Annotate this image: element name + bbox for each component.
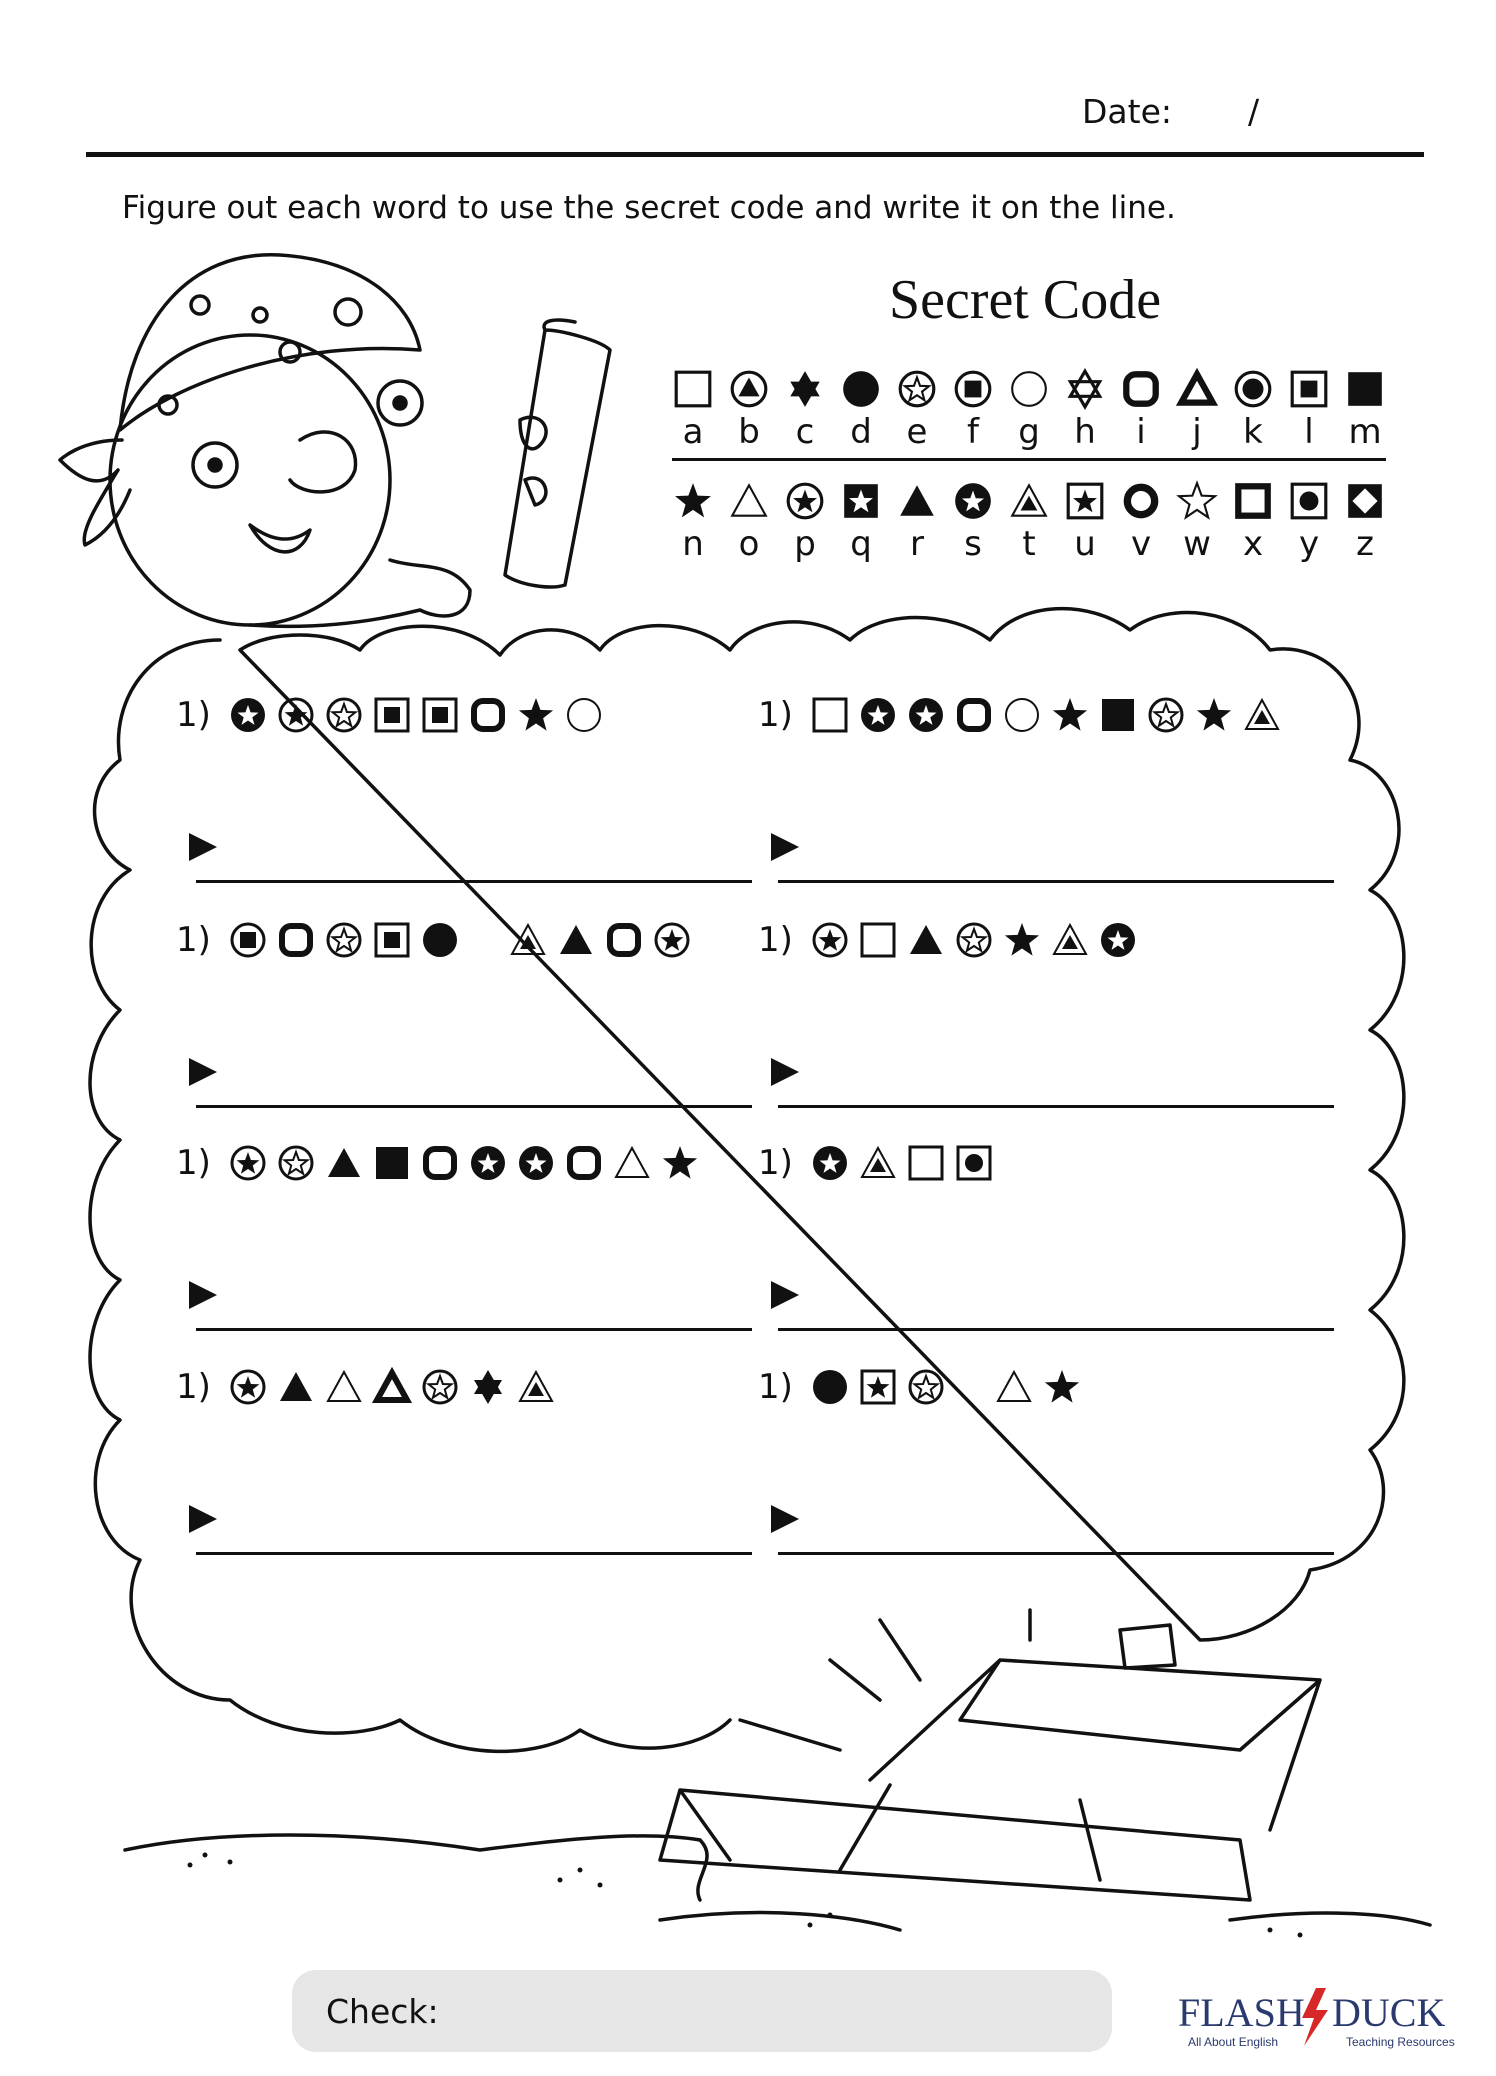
star-filled-icon (516, 695, 556, 735)
code-key-letter: z (1356, 524, 1374, 564)
star-of-david-outline-icon (1064, 368, 1106, 410)
code-key-z (1338, 480, 1392, 564)
code-key-j (1170, 368, 1224, 452)
code-key-r (890, 480, 944, 564)
lightning-icon (1302, 1988, 1328, 2046)
code-key-v (1114, 480, 1168, 564)
code-key-k (1226, 368, 1280, 452)
star-of-david-icon (784, 368, 826, 410)
circle-filled-icon (810, 1367, 850, 1407)
code-key-u (1058, 480, 1112, 564)
square-circle-icon (1288, 480, 1330, 522)
code-key-e (890, 368, 944, 452)
triangle-bold-icon (1176, 368, 1218, 410)
treasure-chest (660, 1660, 1320, 1900)
code-key-letter: s (964, 524, 982, 564)
code-key-letter: g (1018, 412, 1040, 452)
circle-star-inverted-icon (810, 1143, 850, 1183)
rounded-square-bold-icon (276, 920, 316, 960)
square-star-inverted-icon (840, 480, 882, 522)
puzzle-number: 1) (176, 1143, 211, 1183)
circle-star-filled-icon (784, 480, 826, 522)
logo-right-text: DUCK (1332, 1990, 1446, 2035)
code-key-row-1 (666, 368, 1392, 452)
puzzle-number: 1) (176, 920, 211, 960)
instructions: Figure out each word to use the secret code and write it on the line. (122, 190, 1176, 226)
square-filled-icon (372, 1143, 412, 1183)
circle-star-inverted-icon (1098, 920, 1138, 960)
code-key-y (1282, 480, 1336, 564)
answer-rule (778, 1552, 1334, 1555)
square-square-icon (1288, 368, 1330, 410)
circle-filled-icon (420, 920, 460, 960)
circle-star-outline-icon (906, 1367, 946, 1407)
answer-rule (196, 1552, 752, 1555)
puzzle-7 (176, 1362, 564, 1412)
code-key-letter: k (1243, 412, 1263, 452)
code-key-d (834, 368, 888, 452)
code-key-letter: c (795, 412, 815, 452)
top-divider (86, 152, 1424, 157)
answer-rule (778, 880, 1334, 883)
circle-star-outline-icon (1146, 695, 1186, 735)
play-arrow-icon (768, 830, 802, 864)
circle-square-icon (228, 920, 268, 960)
date-separator: / (1248, 92, 1260, 131)
square-outline-icon (810, 695, 850, 735)
play-arrow-icon (768, 1502, 802, 1536)
circle-outline-icon (564, 695, 604, 735)
triangle-triangle-icon (1008, 480, 1050, 522)
puzzle-2 (758, 690, 1290, 740)
triangle-triangle-icon (1050, 920, 1090, 960)
play-arrow-icon (186, 1278, 220, 1312)
circle-star-outline-icon (324, 920, 364, 960)
circle-star-outline-icon (896, 368, 938, 410)
code-key-letter: h (1074, 412, 1096, 452)
code-key-o (722, 480, 776, 564)
code-key-letter: o (738, 524, 760, 564)
code-key-p (778, 480, 832, 564)
code-key-letter: u (1074, 524, 1096, 564)
code-key-letter: n (682, 524, 704, 564)
code-key-q (834, 480, 888, 564)
code-key-l (1282, 368, 1336, 452)
circle-star-filled-icon (276, 695, 316, 735)
circle-outline-icon (1008, 368, 1050, 410)
triangle-filled-icon (896, 480, 938, 522)
secret-code-title: Secret Code (888, 269, 1162, 331)
code-key-divider (672, 458, 1386, 461)
code-key-n (666, 480, 720, 564)
star-filled-icon (1194, 695, 1234, 735)
circle-star-outline-icon (954, 920, 994, 960)
triangle-outline-icon (994, 1367, 1034, 1407)
puzzle-number: 1) (758, 1143, 793, 1183)
circle-star-filled-icon (228, 1367, 268, 1407)
triangle-outline-icon (612, 1143, 652, 1183)
circle-star-filled-icon (652, 920, 692, 960)
puzzle-number: 1) (758, 1367, 793, 1407)
play-arrow-icon (768, 1055, 802, 1089)
puzzle-6 (758, 1138, 1002, 1188)
triangle-triangle-icon (858, 1143, 898, 1183)
code-key-letter: q (850, 524, 872, 564)
square-square-icon (420, 695, 460, 735)
triangle-outline-icon (324, 1367, 364, 1407)
star-filled-icon (672, 480, 714, 522)
rounded-square-bold-icon (468, 695, 508, 735)
sand (125, 1835, 1430, 1930)
circle-filled-icon (840, 368, 882, 410)
code-key-letter: d (850, 412, 872, 452)
triangle-filled-icon (276, 1367, 316, 1407)
triangle-triangle-icon (1242, 695, 1282, 735)
triangle-filled-icon (556, 920, 596, 960)
pirate-mouth (250, 525, 310, 552)
play-arrow-icon (186, 1055, 220, 1089)
puzzle-8 (758, 1362, 1090, 1412)
square-filled-icon (1344, 368, 1386, 410)
triangle-triangle-icon (516, 1367, 556, 1407)
puzzle-number: 1) (758, 920, 793, 960)
code-key-letter: l (1304, 412, 1314, 452)
triangle-filled-icon (324, 1143, 364, 1183)
puzzle-number: 1) (176, 1367, 211, 1407)
circle-star-inverted-icon (906, 695, 946, 735)
puzzle-5 (176, 1138, 708, 1188)
pirate-nose (290, 432, 356, 492)
triangle-filled-icon (906, 920, 946, 960)
answer-rule (196, 1105, 752, 1108)
puzzle-number: 1) (758, 695, 793, 735)
play-arrow-icon (768, 1278, 802, 1312)
play-arrow-icon (186, 1502, 220, 1536)
rounded-square-bold-icon (1120, 368, 1162, 410)
star-outline-icon (1176, 480, 1218, 522)
square-filled-icon (1098, 695, 1138, 735)
circle-star-inverted-icon (858, 695, 898, 735)
circle-star-filled-icon (810, 920, 850, 960)
rounded-square-bold-icon (420, 1143, 460, 1183)
code-key-letter: e (906, 412, 928, 452)
code-key-f (946, 368, 1000, 452)
logo-tagline-left: All About English (1188, 2035, 1279, 2049)
circle-square-icon (952, 368, 994, 410)
puzzle-3 (176, 915, 700, 965)
code-key-m (1338, 368, 1392, 452)
bandana (120, 255, 420, 430)
circle-bold-icon (1120, 480, 1162, 522)
code-key-letter: b (738, 412, 760, 452)
answer-rule (778, 1328, 1334, 1331)
circle-star-filled-icon (228, 1143, 268, 1183)
puzzle-number: 1) (176, 695, 211, 735)
code-key-c (778, 368, 832, 452)
circle-star-inverted-icon (516, 1143, 556, 1183)
circle-star-outline-icon (324, 695, 364, 735)
answer-rule (778, 1105, 1334, 1108)
date-label: Date: (1082, 92, 1172, 131)
puzzle-1 (176, 690, 612, 740)
code-key-letter: j (1192, 412, 1202, 452)
circle-star-outline-icon (276, 1143, 316, 1183)
circle-outline-icon (1002, 695, 1042, 735)
answer-rule (196, 1328, 752, 1331)
star-filled-icon (1050, 695, 1090, 735)
circle-star-inverted-icon (952, 480, 994, 522)
code-key-letter: r (910, 524, 924, 564)
flash-duck-logo (1178, 1984, 1478, 2054)
square-outline-icon (858, 920, 898, 960)
pirate-scroll (505, 320, 610, 587)
star-filled-icon (660, 1143, 700, 1183)
code-key-a (666, 368, 720, 452)
code-key-letter: m (1348, 412, 1382, 452)
circle-triangle-icon (728, 368, 770, 410)
square-circle-icon (954, 1143, 994, 1183)
code-key-s (946, 480, 1000, 564)
code-key-letter: i (1136, 412, 1146, 452)
circle-star-outline-icon (420, 1367, 460, 1407)
logo-left-text: FLASH (1178, 1990, 1305, 2035)
check-label: Check: (326, 1992, 439, 2031)
code-key-x (1226, 480, 1280, 564)
code-key-b (722, 368, 776, 452)
puzzle-4 (758, 915, 1146, 965)
circle-star-inverted-icon (468, 1143, 508, 1183)
square-star-icon (858, 1367, 898, 1407)
code-key-w (1170, 480, 1224, 564)
code-key-row-2 (666, 480, 1392, 564)
code-key-h (1058, 368, 1112, 452)
square-outline-icon (672, 368, 714, 410)
square-square-icon (372, 695, 412, 735)
square-star-icon (1064, 480, 1106, 522)
code-key-letter: x (1242, 524, 1264, 564)
answer-rule (196, 880, 752, 883)
star-filled-icon (1002, 920, 1042, 960)
play-arrow-icon (186, 830, 220, 864)
code-key-letter: v (1130, 524, 1152, 564)
code-key-g (1002, 368, 1056, 452)
code-key-i (1114, 368, 1168, 452)
star-of-david-icon (468, 1367, 508, 1407)
logo-tagline-right: Teaching Resources (1346, 2035, 1455, 2049)
triangle-bold-icon (372, 1367, 412, 1407)
rounded-square-bold-icon (604, 920, 644, 960)
circle-dot-icon (1232, 368, 1274, 410)
square-bold-icon (1232, 480, 1274, 522)
code-key-t (1002, 480, 1056, 564)
square-diamond-icon (1344, 480, 1386, 522)
rounded-square-bold-icon (954, 695, 994, 735)
code-key-letter: a (682, 412, 704, 452)
code-key-letter: y (1298, 524, 1320, 564)
triangle-triangle-icon (508, 920, 548, 960)
square-outline-icon (906, 1143, 946, 1183)
code-key-letter: t (1022, 524, 1036, 564)
code-key-letter: f (967, 412, 979, 452)
triangle-outline-icon (728, 480, 770, 522)
rounded-square-bold-icon (564, 1143, 604, 1183)
star-filled-icon (1042, 1367, 1082, 1407)
code-key-letter: w (1183, 524, 1211, 564)
code-key-letter: p (794, 524, 816, 564)
square-square-icon (372, 920, 412, 960)
circle-star-inverted-icon (228, 695, 268, 735)
